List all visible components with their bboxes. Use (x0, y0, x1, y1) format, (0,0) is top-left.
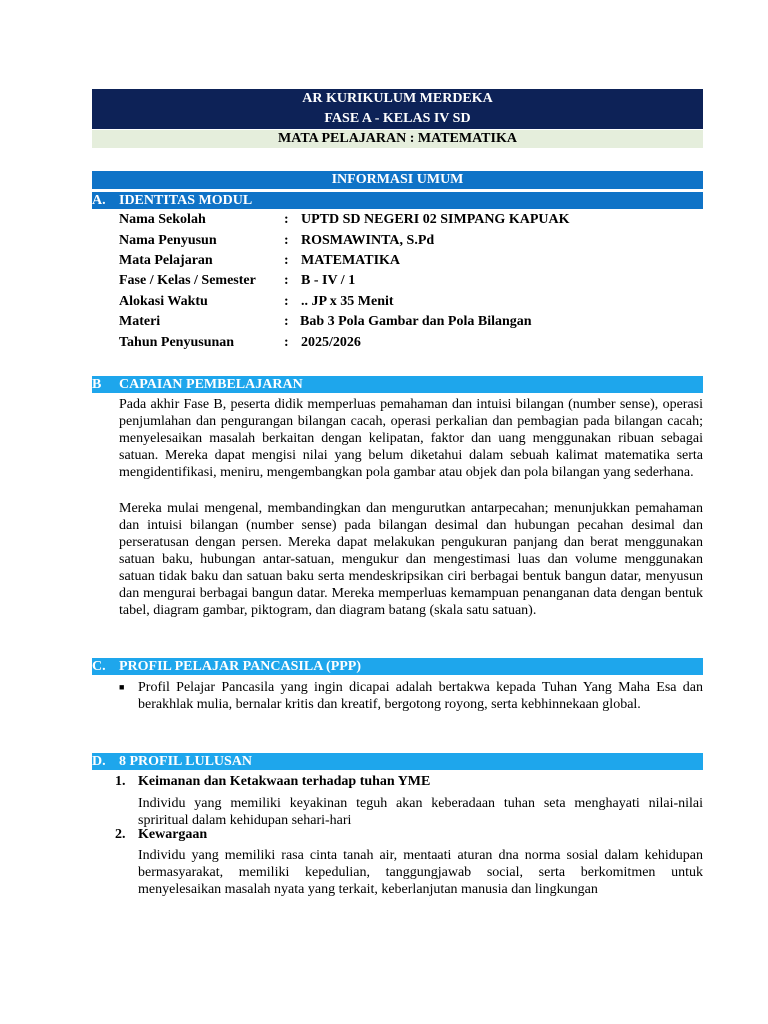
list-item-title: Kewargaan (138, 827, 208, 842)
list-item-number: 1. (115, 774, 126, 789)
identity-value: 2025/2026 (301, 335, 361, 350)
header-phase-band (92, 109, 703, 129)
identity-colon: : (284, 294, 289, 309)
section-a-heading (92, 192, 703, 209)
identity-value: B - IV / 1 (301, 273, 356, 288)
section-b-letter: B (92, 377, 102, 392)
header-title: AR KURIKULUM MERDEKA (302, 91, 493, 106)
section-c-heading (92, 658, 703, 675)
section-a-letter: A. (92, 193, 106, 208)
header-phase: FASE A - KELAS IV SD (324, 111, 471, 126)
learning-outcome-paragraph-1: Pada akhir Fase B, peserta didik memperluas pemahaman dan intuisi bilangan (number sense), operasi penjumlahan dan pengurangan bilangan cacah, operasi perkalian dan pembagian pada bilangan cacah; menyelesaikan masalah berkaitan dengan kelipatan, faktor dan uang menggunakan ribuan sebagai satuan. Mereka dapat mengisi nilai yang belum diketahui dalam sebuah kalimat matematika serta mengidentifikasi, meniru, mengembangkan pola gambar atau objek dan pola bilangan yang sederhana. (119, 397, 703, 480)
identity-colon: : (284, 212, 289, 227)
section-d-letter: D. (92, 754, 106, 769)
list-item-number: 2. (115, 827, 126, 842)
info-band (92, 171, 703, 189)
section-d-title: 8 PROFIL LULUSAN (119, 754, 253, 769)
identity-value: Bab 3 Pola Gambar dan Pola Bilangan (300, 314, 532, 329)
learning-outcome-paragraph-2: Mereka mulai mengenal, membandingkan dan mengurutkan antarpecahan; menunjukkan pemahaman dan intuisi bilangan (number sense) pada bilangan desimal dan hubungan pecahan desimal dan perseratusan dengan persen. Mereka dapat melakukan pengukuran panjang dan berat menggunakan satuan baku, hubungan antar-satuan, mengukur dan mengestimasi luas dan volume menggunakan satuan tidak baku dan satuan baku serta mendeskripsikan ciri berbagai bentuk bangun datar, menyusun dan mengurai berbagai bangun datar. Mereka memperluas kemampuan penanganan data dengan bentuk tabel, diagram gambar, piktogram, dan diagram batang (skala satu satuan). (119, 501, 703, 618)
identity-colon: : (284, 335, 289, 350)
list-item-description: Individu yang memiliki keyakinan teguh akan keberadaan tuhan seta menghayati nilai-nilai spriritual dalam kehidupan sehari-hari (138, 796, 703, 828)
info-title: INFORMASI UMUM (331, 172, 464, 187)
section-c-title: PROFIL PELAJAR PANCASILA (PPP) (119, 659, 362, 674)
pancasila-profile-text: Profil Pelajar Pancasila yang ingin dicapai adalah bertakwa kepada Tuhan Yang Maha Esa dan berakhlak mulia, bernalar kritis dan kreatif, bergotong royong, serta kebhinnekaan global. (138, 680, 703, 712)
subject-band (92, 130, 703, 148)
identity-label: Fase / Kelas / Semester (119, 273, 256, 288)
identity-colon: : (284, 253, 289, 268)
identity-value: ROSMAWINTA, S.Pd (301, 233, 435, 248)
identity-colon: : (284, 233, 289, 248)
square-bullet-icon: ■ (119, 682, 125, 692)
identity-label: Nama Penyusun (119, 233, 217, 248)
identity-colon: : (284, 273, 289, 288)
list-item-title: Keimanan dan Ketakwaan terhadap tuhan YME (138, 774, 431, 789)
subject-title: MATA PELAJARAN : MATEMATIKA (278, 131, 517, 146)
identity-value: UPTD SD NEGERI 02 SIMPANG KAPUAK (301, 212, 570, 227)
identity-label: Alokasi Waktu (119, 294, 208, 309)
header-title-band (92, 89, 703, 109)
identity-label: Nama Sekolah (119, 212, 206, 227)
section-a-title: IDENTITAS MODUL (119, 193, 253, 208)
section-b-title: CAPAIAN PEMBELAJARAN (119, 377, 303, 392)
section-b-heading (92, 376, 703, 393)
identity-label: Mata Pelajaran (119, 253, 213, 268)
identity-label: Materi (119, 314, 161, 329)
list-item-description: Individu yang memiliki rasa cinta tanah air, mentaati aturan dna norma sosial dalam kehidupan bermasyarakat, memiliki kepedulian, tanggungjawab social, serta berkomitmen untuk menyelesaikan masalah nyata yang terkait, keberlanjutan manusia dan lingkungan (138, 848, 703, 897)
identity-label: Tahun Penyusunan (119, 335, 235, 350)
identity-colon: : (284, 314, 289, 329)
identity-value: .. JP x 35 Menit (301, 294, 394, 309)
identity-value: MATEMATIKA (301, 253, 401, 268)
section-d-heading (92, 753, 703, 770)
section-c-letter: C. (92, 659, 106, 674)
